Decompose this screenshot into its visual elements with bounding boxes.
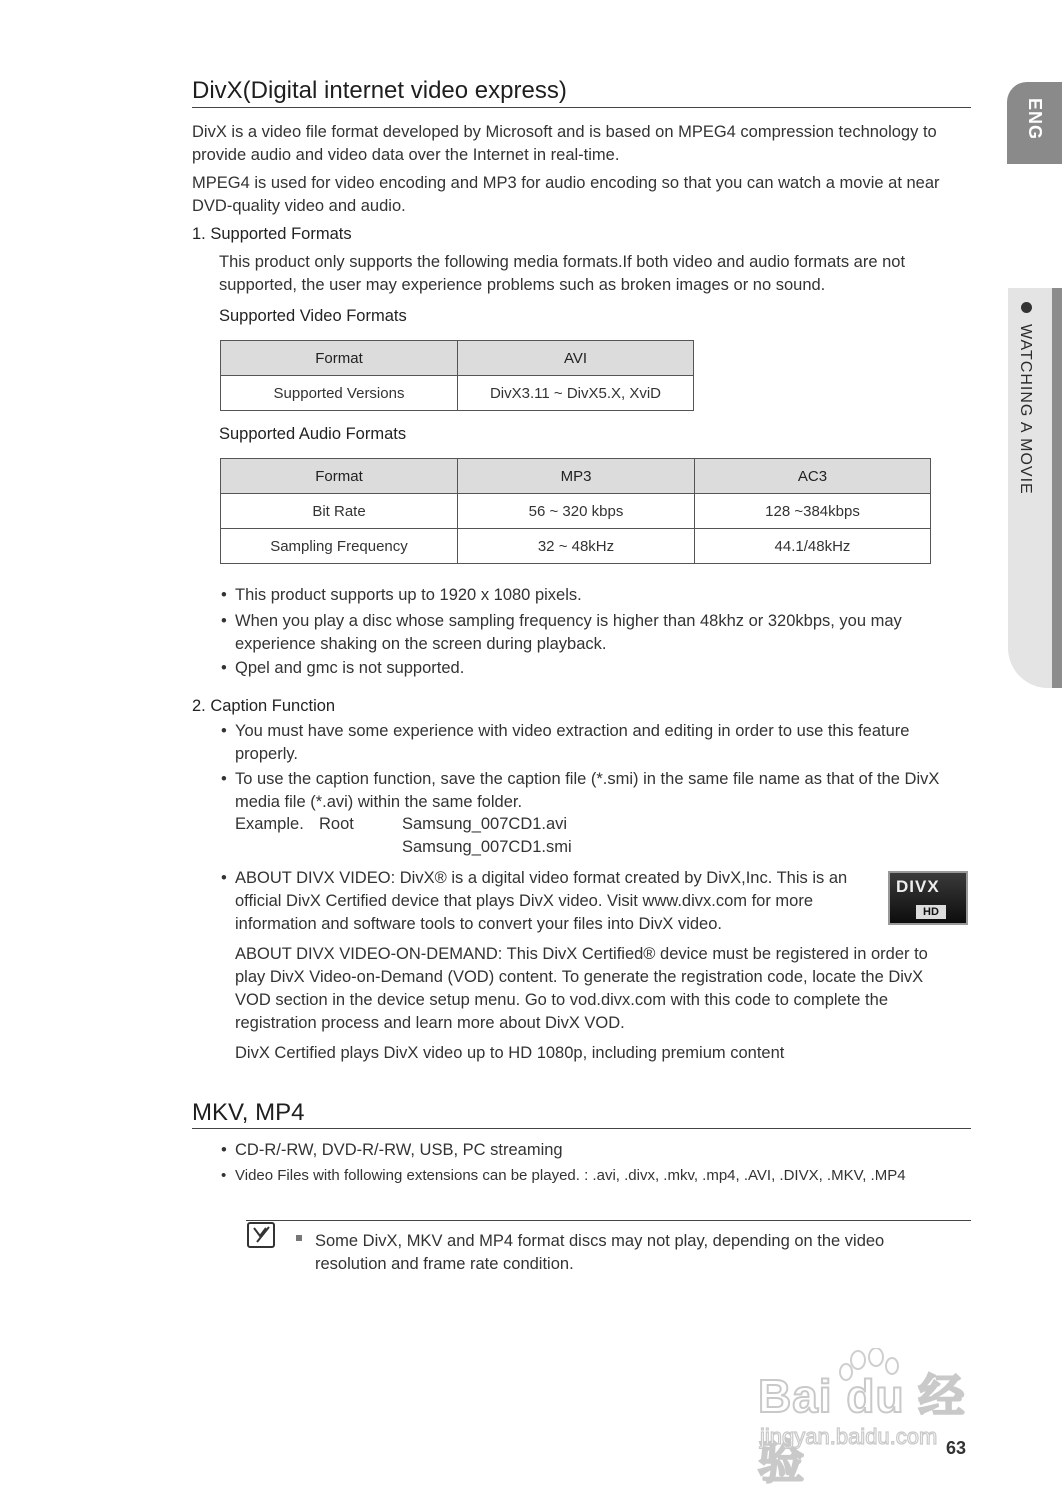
caption-function-heading: 2. Caption Function [192,697,336,715]
mkv-section-title: MKV, MP4 [192,1099,305,1126]
table-row [221,376,694,411]
table-cell: DivX3.11 ~ DivX5.X, XviD [458,376,694,411]
list-item: • ABOUT DIVX VIDEO: DivX® is a digital video format created by DivX,Inc. This is an official DivX Certified device that plays DivX video. Visit www.divx.com for more information and software tools to convert your files into DivX video. [221,869,848,933]
supported-formats-text: This product only supports the following media formats.If both video and audio formats are not supported, the user may experience problems such as broken images or no sound. [219,253,906,294]
watermark-brand: Bai du 经验 [758,1370,966,1488]
mkv-title-rule [192,1128,971,1129]
table-header-cell: Format [221,459,458,494]
example-label: Example. [235,815,304,833]
chapter-tab-bar [1052,288,1062,688]
audio-formats-title: Supported Audio Formats [219,425,407,443]
table-header-cell: Format [221,341,458,376]
divx-title-rule [192,107,971,108]
list-item: • This product supports up to 1920 x 1080 pixels. [221,586,582,604]
list-item: • When you play a disc whose sampling frequency is higher than 48khz or 320kbps, you may experience shaking on the screen during playback. [221,612,902,653]
divx-intro-2: MPEG4 is used for video encoding and MP3 for audio encoding so that you can watch a movie at near DVD-quality video and audio. [192,174,940,215]
table-cell: Supported Versions [221,376,458,411]
table-header-cell: AVI [458,341,694,376]
chapter-label: WATCHING A MOVIE [1017,324,1034,495]
video-formats-title: Supported Video Formats [219,307,407,325]
chapter-tab [1008,288,1062,688]
list-item: • You must have some experience with video extraction and editing in order to use this feature properly. [221,722,910,763]
table-header-cell: AC3 [695,459,931,494]
table-cell: 44.1/48kHz [695,529,931,564]
table-cell: Sampling Frequency [221,529,458,564]
example-file-smi: Samsung_007CD1.smi [402,838,572,856]
divx-section-title: DivX(Digital internet video express) [192,77,567,104]
table-cell: 128 ~384kbps [695,494,931,529]
table-header-row [221,459,931,494]
note-rule [246,1220,971,1221]
bullet-dot-icon [1021,302,1032,313]
video-formats-table [220,340,694,411]
audio-formats-table [220,458,931,564]
language-label: ENG [1025,98,1045,141]
list-item: • To use the caption function, save the caption file (*.smi) in the same file name as that of the DivX media file (*.avi) within the same folder. [221,770,940,811]
table-cell: Bit Rate [221,494,458,529]
table-row [221,529,931,564]
table-row [221,494,931,529]
list-item: • CD-R/-RW, DVD-R/-RW, USB, PC streaming [221,1141,563,1159]
table-cell: 56 ~ 320 kbps [458,494,695,529]
about-divx-vod: ABOUT DIVX VIDEO-ON-DEMAND: This DivX Certified® device must be registered in order to play DivX Video-on-Demand (VOD) content. To generate the registration code, locate the DivX VOD section in the device setup menu. Go to vod.divx.com with this code to complete the registration process and learn more about DivX VOD. [235,945,928,1032]
language-tab [1007,82,1062,164]
note-icon [247,1222,275,1248]
divx-intro-1: DivX is a video file format developed by Microsoft and is based on MPEG4 compression technology to provide audio and video data over the Internet in real-time. [192,123,937,164]
table-cell: 32 ~ 48kHz [458,529,695,564]
supported-formats-heading: 1. Supported Formats [192,225,352,243]
note-text: Some DivX, MKV and MP4 format discs may not play, depending on the video resolution and frame rate condition. [315,1232,885,1273]
example-file-avi: Samsung_007CD1.avi [402,815,568,833]
table-header-cell: MP3 [458,459,695,494]
list-item: • Video Files with following extensions can be played. : .avi, .divx, .mkv, .mp4, .AVI, .DIVX, .MKV, .MP4 [221,1167,906,1184]
page-number: 63 [946,1438,967,1458]
list-item: • Qpel and gmc is not supported. [221,659,465,677]
watermark-url: jingyan.baidu.com [760,1424,938,1449]
table-header-row [221,341,694,376]
note-bullet-icon [296,1235,302,1241]
divx-hd-logo: DIVX HD [888,871,968,925]
example-root: Root [319,815,354,833]
divx-certified-text: DivX Certified plays DivX video up to HD 1080p, including premium content [235,1044,785,1062]
